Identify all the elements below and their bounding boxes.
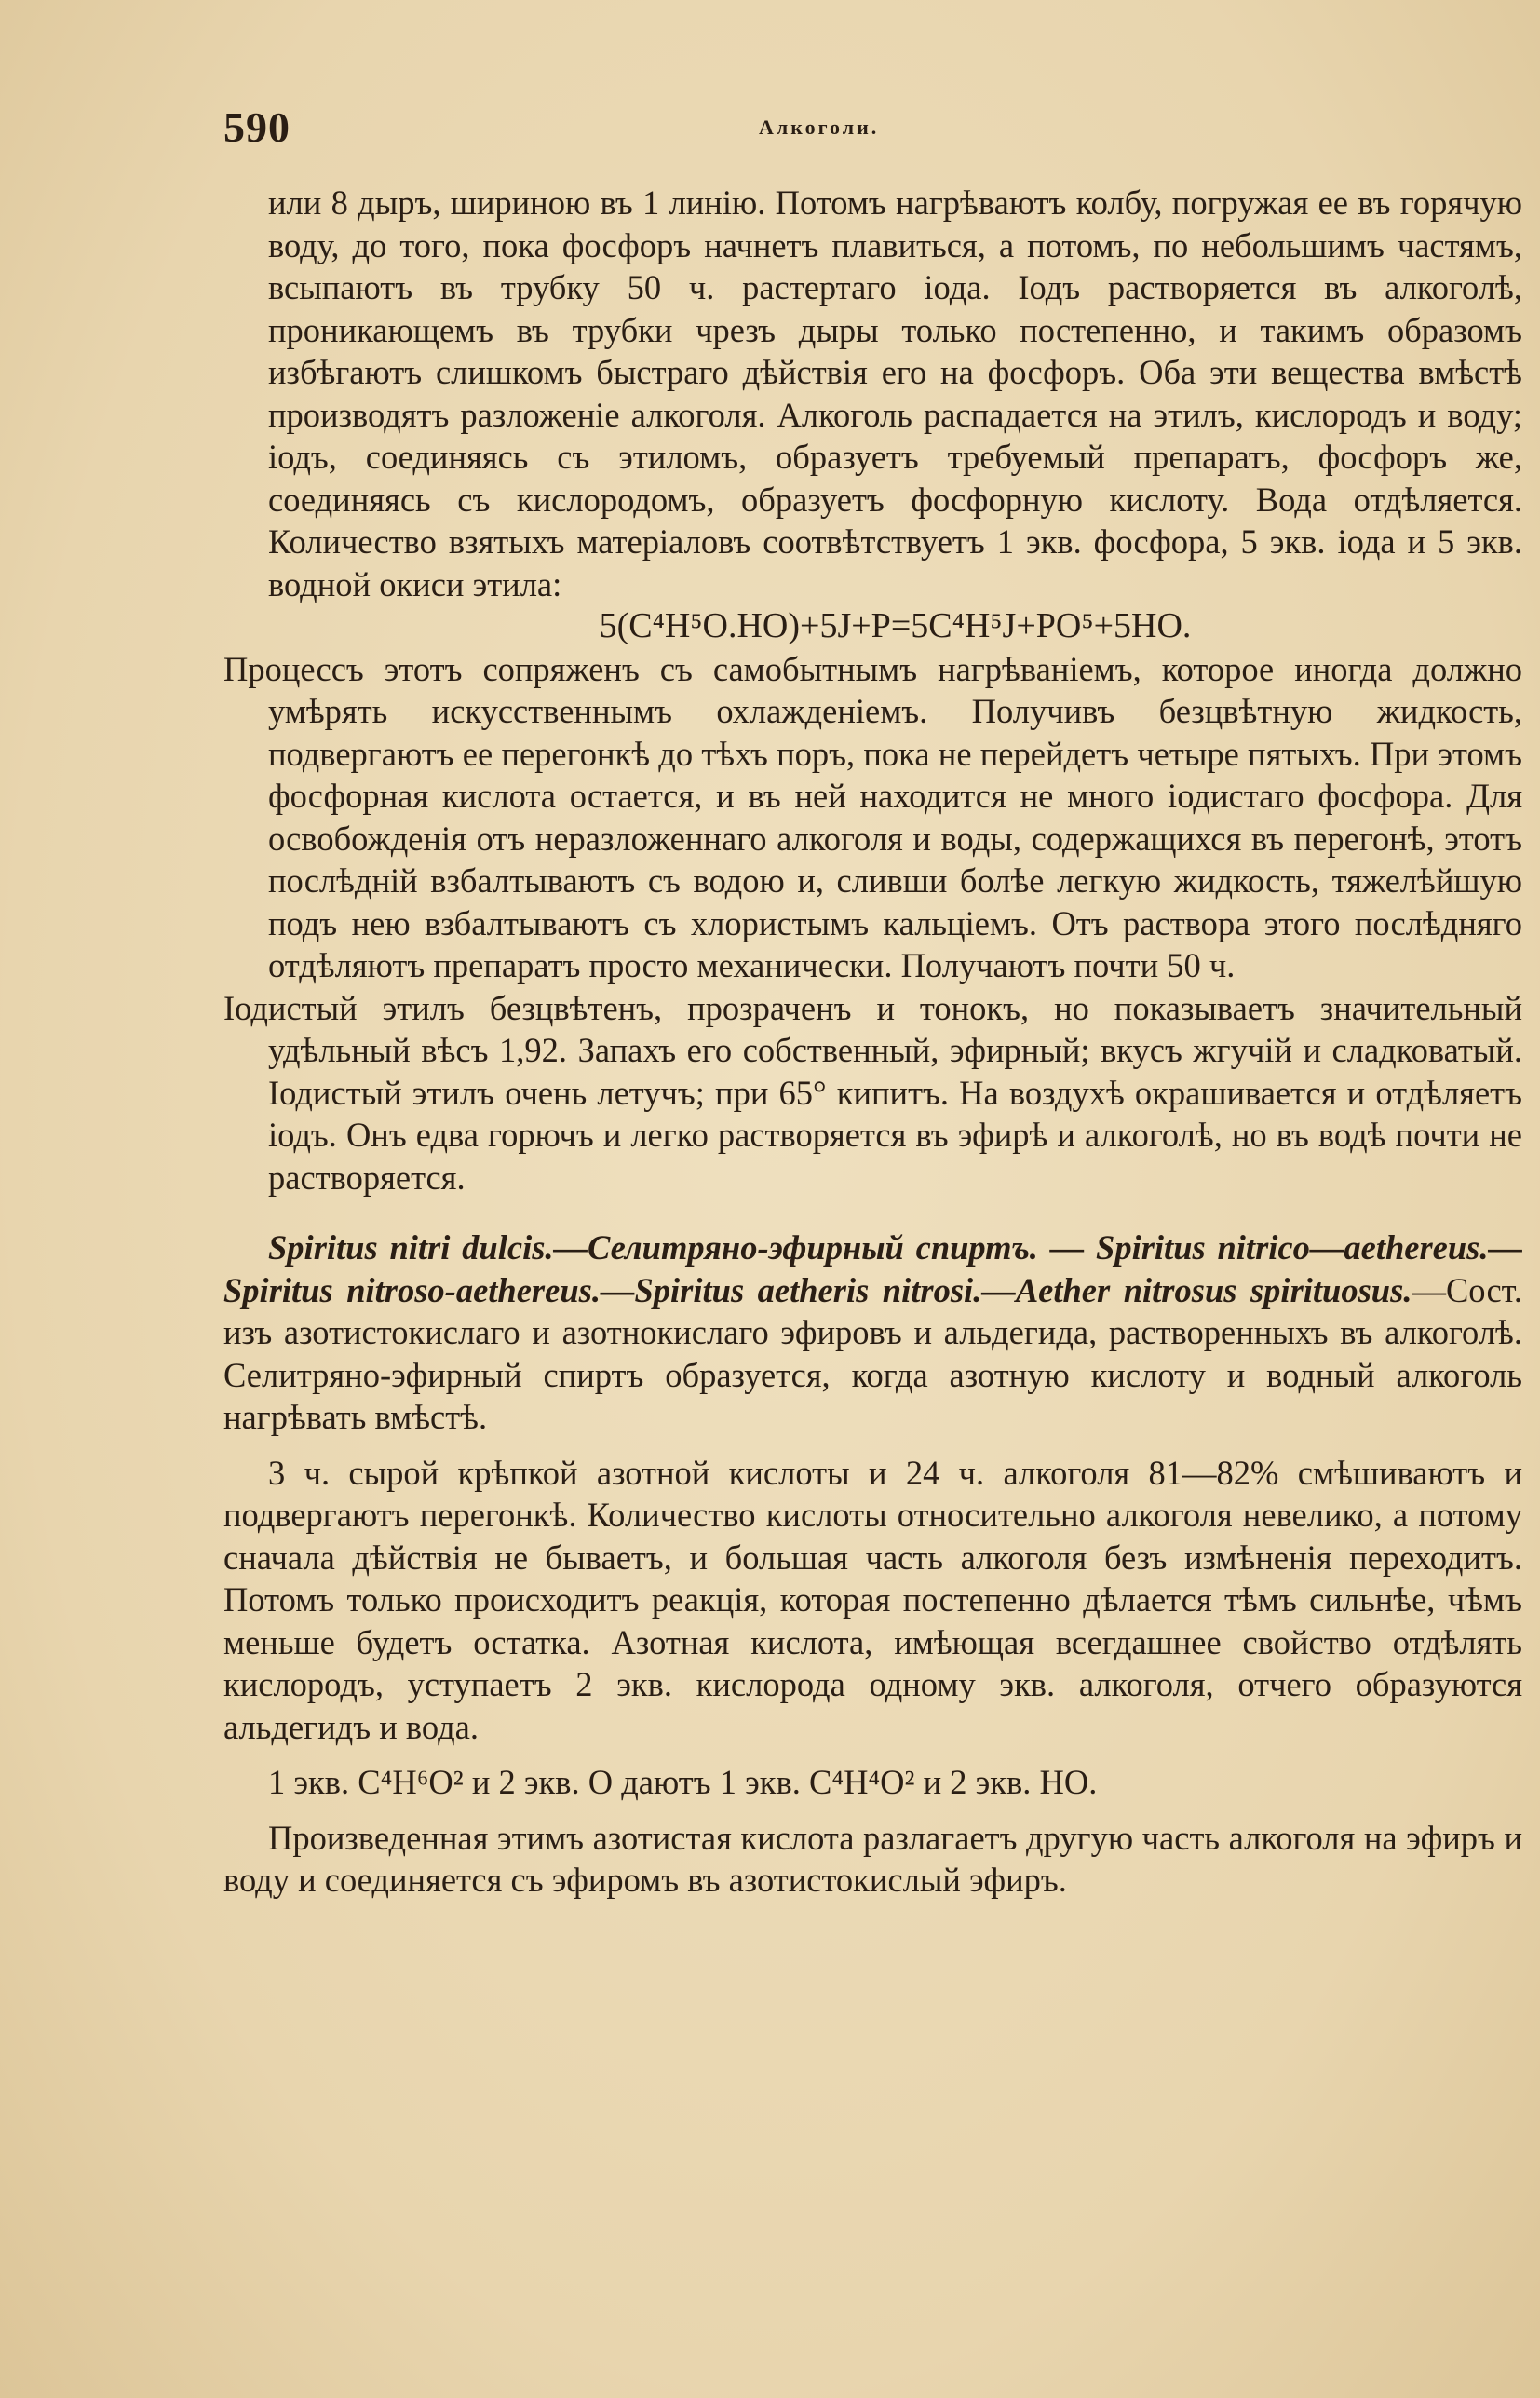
page-header (223, 102, 1428, 158)
page-body (223, 182, 1522, 1915)
paragraph-reaction-equation: 1 экв. C⁴H⁶O² и 2 экв. O даютъ 1 экв. C⁴H⁴O² и 2 экв. HO. (268, 1763, 1098, 1801)
section-heading-paragraph (223, 1226, 1522, 1439)
paragraph-preparation: 3 ч. сырой крѣпкой азотной кислоты и 24 ч. алкоголя 81—82% смѣшиваютъ и подвергаютъ перегонкѣ. Количество кислоты относительно алкоголя невелико, а потому сначала дѣйствiя не бываетъ, и большая часть алкоголя безъ измѣненiя переходитъ. Потомъ только происходитъ реакцiя, которая постепенно дѣлается тѣмъ сильнѣе, чѣмъ меньше будетъ остатка. Азотная кислота, имѣющая всегдашнее свойство отдѣлять кислородъ, уступаетъ 2 экв. кислорода одному экв. алкоголя, отчего образуются альдегидъ и вода. (223, 1453, 1522, 1746)
latin-title: Spiritus nitri dulcis. (268, 1228, 554, 1267)
section-spiritus-nitri-dulcis (223, 1226, 1522, 1902)
section-intro-text: —Сост. изъ азотистокислаго и азотнокислаго эфировъ и альдегида, растворенныхъ въ алкоголѣ. Селитряно-эфирный спиртъ образуется, когда азотную кислоту и водный алкоголь нагрѣвать вмѣстѣ. (223, 1270, 1522, 1436)
russian-title: —Селитряно-эфирный спиртъ. (553, 1228, 1038, 1267)
paragraph-ethyl-iodide-properties: Iодистый этилъ безцвѣтенъ, прозраченъ и тонокъ, но показываетъ значительный удѣльный вѣсъ 1,92. Запахъ его собственный, эфирный; вкусъ жгучiй и сладковатый. Iодистый этилъ очень летучъ; при 65° кипитъ. На воздухѣ окрашивается и отдѣляетъ iодъ. Онъ едва горючъ и легко растворяется въ эфирѣ и алкоголѣ, но въ водѣ почти не растворяется. (223, 988, 1522, 1197)
latin-synonyms: — Spiritus nitrico—aethereus.—Spiritus nitroso-aethereus.—Spiritus aetheris nitrosi.—Aether nitrosus spirituosus. (223, 1228, 1522, 1309)
paragraph-process: Процессъ этотъ сопряженъ съ самобытнымъ нагрѣванiемъ, которое иногда должно умѣрять искусственнымъ охлажденiемъ. Получивъ безцвѣтную жидкость, подвергаютъ ее перегонкѣ до тѣхъ поръ, пока не перейдетъ четыре пятыхъ. При этомъ фосфорная кислота остается, и въ ней находится не много iодистаго фосфора. Для освобожденiя отъ неразложеннаго алкоголя и воды, содержащихся въ перегонѣ, этотъ послѣднiй взбалтываютъ съ водою и, сливши болѣе легкую жидкость, тяжелѣйшую подъ нею взбалтываютъ съ хлористымъ кальцiемъ. Отъ раствора этого послѣдняго отдѣляютъ препаратъ просто механически. Получаютъ почти 50 ч. (223, 649, 1522, 984)
page-number: 590 (223, 103, 290, 151)
paragraph-continuation: или 8 дыръ, шириною въ 1 линiю. Потомъ нагрѣваютъ колбу, погружая ее въ горячую воду, до того, пока фосфоръ начнетъ плавиться, а потомъ, по небольшимъ частямъ, всыпаютъ въ трубку 50 ч. растертаго iода. Iодъ растворяется въ алкоголѣ, проникающемъ въ трубки чрезъ дыры только постепенно, и такимъ образомъ избѣгаютъ слишкомъ быстраго дѣйствiя его на фосфоръ. Оба эти вещества вмѣстѣ производятъ разложенiе алкоголя. Алкоголь распадается на этилъ, кислородъ и воду; iодъ, соединяясь съ этиломъ, образуетъ требуемый препаратъ, фосфоръ же, соединяясь съ кислородомъ, образуетъ фосфорную кислоту. Вода отдѣляется. Количество взятыхъ матерiаловъ соотвѣтствуетъ 1 экв. фосфора, 5 экв. iода и 5 экв. водной окиси этила: (268, 183, 1522, 603)
running-head: Алкоголи. (759, 115, 880, 139)
paragraph-nitrous-ether: Произведенная этимъ азотистая кислота разлагаетъ другую часть алкоголя на эфиръ и воду и соединяется съ эфиромъ въ азотистокислый эфиръ. (223, 1818, 1522, 1899)
chemical-formula: 5(C⁴H⁵O.HO)+5J+P=5C⁴H⁵J+PO⁵+5HO. (599, 606, 1192, 645)
section-spacer (223, 1199, 1522, 1226)
